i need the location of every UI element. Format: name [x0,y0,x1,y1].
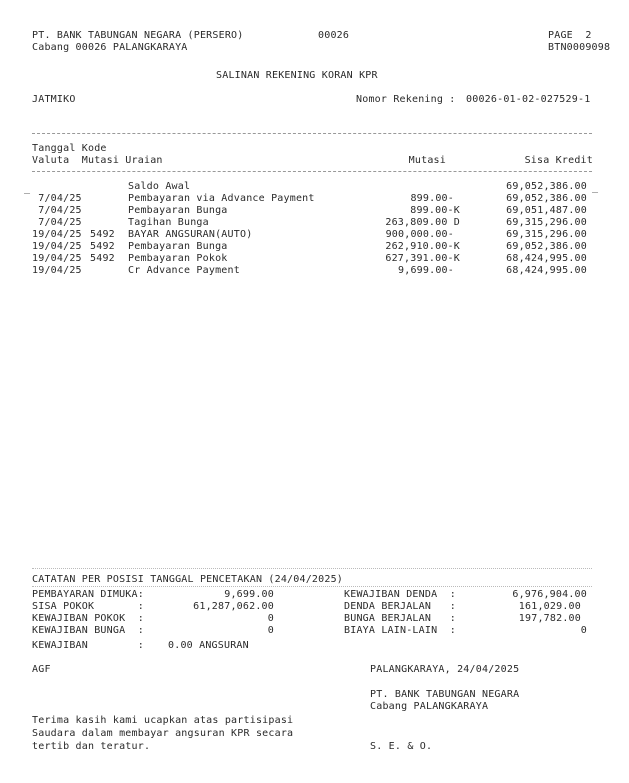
row-code: 5492 [90,241,115,252]
summary-left-value: 0 [267,613,274,624]
row-code: 5492 [90,253,115,264]
summary-right-label: KEWAJIBAN DENDA : [344,589,456,600]
row-date: 19/04/25 [32,241,82,252]
row-description: Pembayaran Bunga [128,205,228,216]
summary-title: CATATAN PER POSISI TANGGAL PENCETAKAN (24/04/2025) [32,574,344,585]
row-date: 19/04/25 [32,253,82,264]
table-header-row1: Tanggal Kode [32,143,107,154]
row-sisa-kredit: 69,051,487.00 [506,205,587,216]
closing-mark: S. E. & O. [370,741,433,752]
summary-right-value: 0 [580,625,587,636]
kewajiban-label: KEWAJIBAN : [32,640,144,651]
summary-left-label: KEWAJIBAN BUNGA : [32,625,144,636]
officer-code: AGF [32,664,51,675]
column-header-sisa-kredit: Sisa Kredit [524,155,593,166]
row-description: BAYAR ANGSURAN(AUTO) [128,229,253,240]
summary-title-rule [32,586,592,587]
row-sisa-kredit: 68,424,995.00 [506,265,587,276]
column-header-mutasi: Mutasi [408,155,446,166]
customer-name: JATMIKO [32,94,76,105]
row-date: 7/04/25 [32,217,82,228]
kewajiban-value: 0.00 ANGSURAN [168,640,249,651]
margin-mark-right: _ [592,182,599,193]
row-date: 19/04/25 [32,265,82,276]
summary-left-value: 0 [267,625,274,636]
margin-mark-left: _ [24,183,31,194]
row-sisa-kredit: 69,052,386.00 [506,181,587,192]
document-code: BTN0009098 [548,42,611,53]
branch-signature: Cabang PALANGKARAYA [370,701,489,712]
summary-right-label: DENDA BERJALAN : [344,601,456,612]
page-number: PAGE 2 [548,30,592,41]
row-mutasi: 262,910.00-K [385,241,460,252]
place-date: PALANGKARAYA, 24/04/2025 [370,664,520,675]
summary-right-value: 161,029.00 [518,601,581,612]
row-description: Saldo Awal [128,181,191,192]
thanks-line: tertib dan teratur. [32,741,151,752]
row-sisa-kredit: 69,052,386.00 [506,193,587,204]
row-sisa-kredit: 69,052,386.00 [506,241,587,252]
row-mutasi: 899.00-K [410,205,460,216]
bank-name: PT. BANK TABUNGAN NEGARA (PERSERO) [32,30,244,41]
branch-code: 00026 [318,30,350,41]
summary-top-rule [32,568,592,569]
summary-left-label: SISA POKOK : [32,601,144,612]
document-title: SALINAN REKENING KORAN KPR [216,70,378,81]
row-sisa-kredit: 69,315,296.00 [506,217,587,228]
branch-line: Cabang 00026 PALANGKARAYA [32,42,188,53]
summary-left-label: PEMBAYARAN DIMUKA: [32,589,144,600]
thanks-line: Saudara dalam membayar angsuran KPR secara [32,728,294,739]
summary-right-value: 197,782.00 [518,613,581,624]
row-date: 19/04/25 [32,229,82,240]
summary-right-label: BIAYA LAIN-LAIN : [344,625,456,636]
summary-right-value: 6,976,904.00 [512,589,587,600]
row-mutasi: 900,000.00- [385,229,454,240]
summary-left-value: 61,287,062.00 [193,601,274,612]
header-rule [32,171,592,172]
row-date: 7/04/25 [32,193,82,204]
bank-signature: PT. BANK TABUNGAN NEGARA [370,689,520,700]
row-description: Cr Advance Payment [128,265,240,276]
row-mutasi: 9,699.00- [398,265,454,276]
row-mutasi: 263,809.00 D [385,217,460,228]
summary-left-label: KEWAJIBAN POKOK : [32,613,144,624]
table-top-rule [32,133,592,134]
row-sisa-kredit: 69,315,296.00 [506,229,587,240]
account-label: Nomor Rekening : [356,94,456,105]
row-description: Pembayaran via Advance Payment [128,193,315,204]
row-date: 7/04/25 [32,205,82,216]
summary-right-label: BUNGA BERJALAN : [344,613,456,624]
thanks-line: Terima kasih kami ucapkan atas partisipasi [32,715,294,726]
row-sisa-kredit: 68,424,995.00 [506,253,587,264]
account-number: 00026-01-02-027529-1 [466,94,591,105]
row-mutasi: 899.00- [410,193,454,204]
summary-left-value: 9,699.00 [224,589,274,600]
row-mutasi: 627,391.00-K [385,253,460,264]
row-description: Tagihan Bunga [128,217,209,228]
table-header-row2: Valuta Mutasi Uraian [32,155,163,166]
row-code: 5492 [90,229,115,240]
row-description: Pembayaran Pokok [128,253,228,264]
row-description: Pembayaran Bunga [128,241,228,252]
